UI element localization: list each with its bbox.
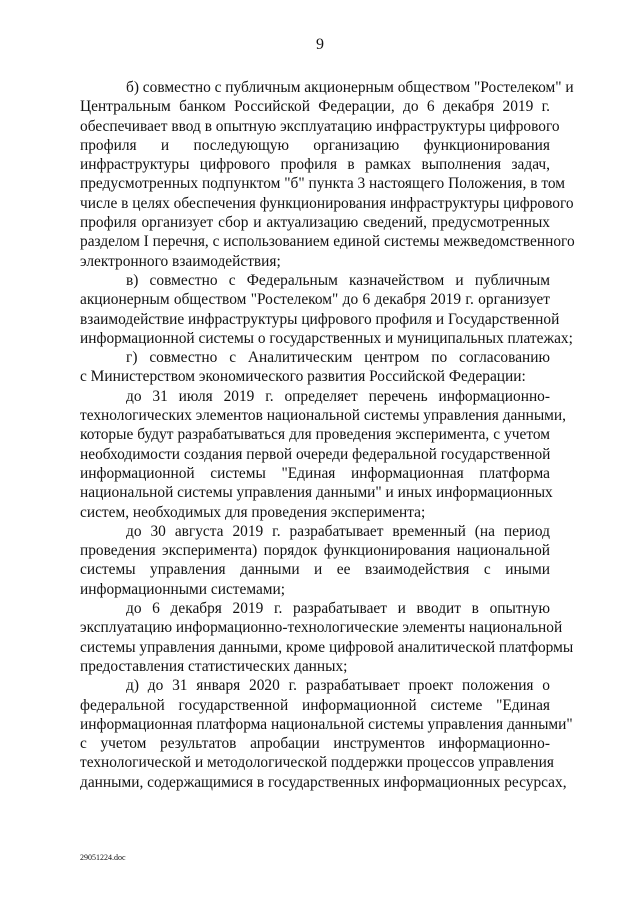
- text-line: профиля организует сбор и актуализацию сведений, предусмотренных: [80, 214, 550, 232]
- text-line: эксплуатацию информационно-технологические элементы национальной: [80, 619, 563, 637]
- paragraph: [80, 271, 573, 348]
- text-line: которые будут разрабатываться для проведения эксперимента, с учетом: [80, 426, 550, 444]
- paragraph: [80, 599, 574, 676]
- paragraph: [80, 348, 550, 387]
- text-line: информационная платформа национальной системы управления данными": [80, 715, 573, 733]
- text-line: предоставления статистических данных;: [80, 657, 348, 675]
- text-line: инфраструктуры цифрового профиля в рамках выполнения задач,: [80, 156, 550, 174]
- text-line: в) совместно с Федеральным казначейством и публичным: [126, 271, 550, 289]
- text-line: Центральным банком Российской Федерации, до 6 декабря 2019 г.: [80, 98, 550, 116]
- text-line: проведения эксперимента) порядок функционирования национальной: [80, 542, 550, 560]
- text-line: д) до 31 января 2020 г. разрабатывает проект положения о: [126, 677, 550, 695]
- paragraph: [80, 522, 550, 599]
- footer-file-name: 29051224.doc: [80, 853, 126, 862]
- text-line: разделом I перечня, с использованием единой системы межведомственного: [80, 233, 575, 251]
- text-line: г) совместно с Аналитическим центром по согласованию: [126, 349, 550, 367]
- text-line: данными, содержащимися в государственных информационных ресурсах,: [80, 773, 567, 791]
- text-line: систем, необходимых для проведения эксперимента;: [80, 503, 426, 521]
- text-line: обеспечивает ввод в опытную эксплуатацию инфраструктуры цифрового: [80, 117, 560, 135]
- text-line: с Министерством экономического развития Российской Федерации:: [80, 368, 526, 386]
- text-line: акционерным обществом "Ростелеком" до 6 декабря 2019 г. организует: [80, 291, 550, 309]
- text-line: системы управления данными, кроме цифровой аналитической платформы: [80, 638, 574, 656]
- text-line: системы управления данными и ее взаимодействия с иными: [80, 561, 550, 579]
- paragraph: [80, 387, 566, 522]
- text-line: профиля и последующую организацию функционирования: [80, 136, 550, 154]
- text-line: технологических элементов национальной системы управления данными,: [80, 407, 566, 425]
- text-line: до 31 июля 2019 г. определяет перечень информационно-: [126, 387, 550, 405]
- text-line: до 30 августа 2019 г. разрабатывает временный (на период: [126, 522, 550, 540]
- text-line: числе в целях обеспечения функционирования инфраструктуры цифрового: [80, 194, 574, 212]
- page-number: 9: [316, 36, 324, 53]
- paragraph: [80, 676, 573, 792]
- paragraph: [80, 78, 575, 271]
- text-line: взаимодействие инфраструктуры цифрового профиля и Государственной: [80, 310, 560, 328]
- text-line: с учетом результатов апробации инструментов информационно-: [80, 735, 550, 753]
- text-line: электронного взаимодействия;: [80, 252, 281, 270]
- text-line: информационной системы о государственных и муниципальных платежах;: [80, 329, 573, 347]
- text-line: необходимости создания первой очереди федеральной государственной: [80, 445, 551, 463]
- text-line: федеральной государственной информационной системе "Единая: [80, 696, 550, 714]
- text-line: предусмотренных подпунктом "б" пункта 3 настоящего Положения, в том: [80, 175, 565, 193]
- document-body: [80, 78, 575, 792]
- text-line: до 6 декабря 2019 г. разрабатывает и вводит в опытную: [126, 600, 550, 618]
- text-line: технологической и методологической поддержки процессов управления: [80, 754, 554, 772]
- text-line: б) совместно с публичным акционерным обществом "Ростелеком" и: [126, 79, 574, 96]
- text-line: национальной системы управления данными" и иных информационных: [80, 484, 553, 502]
- text-line: информационными системами;: [80, 580, 286, 598]
- text-line: информационной системы "Единая информационная платформа: [80, 464, 550, 482]
